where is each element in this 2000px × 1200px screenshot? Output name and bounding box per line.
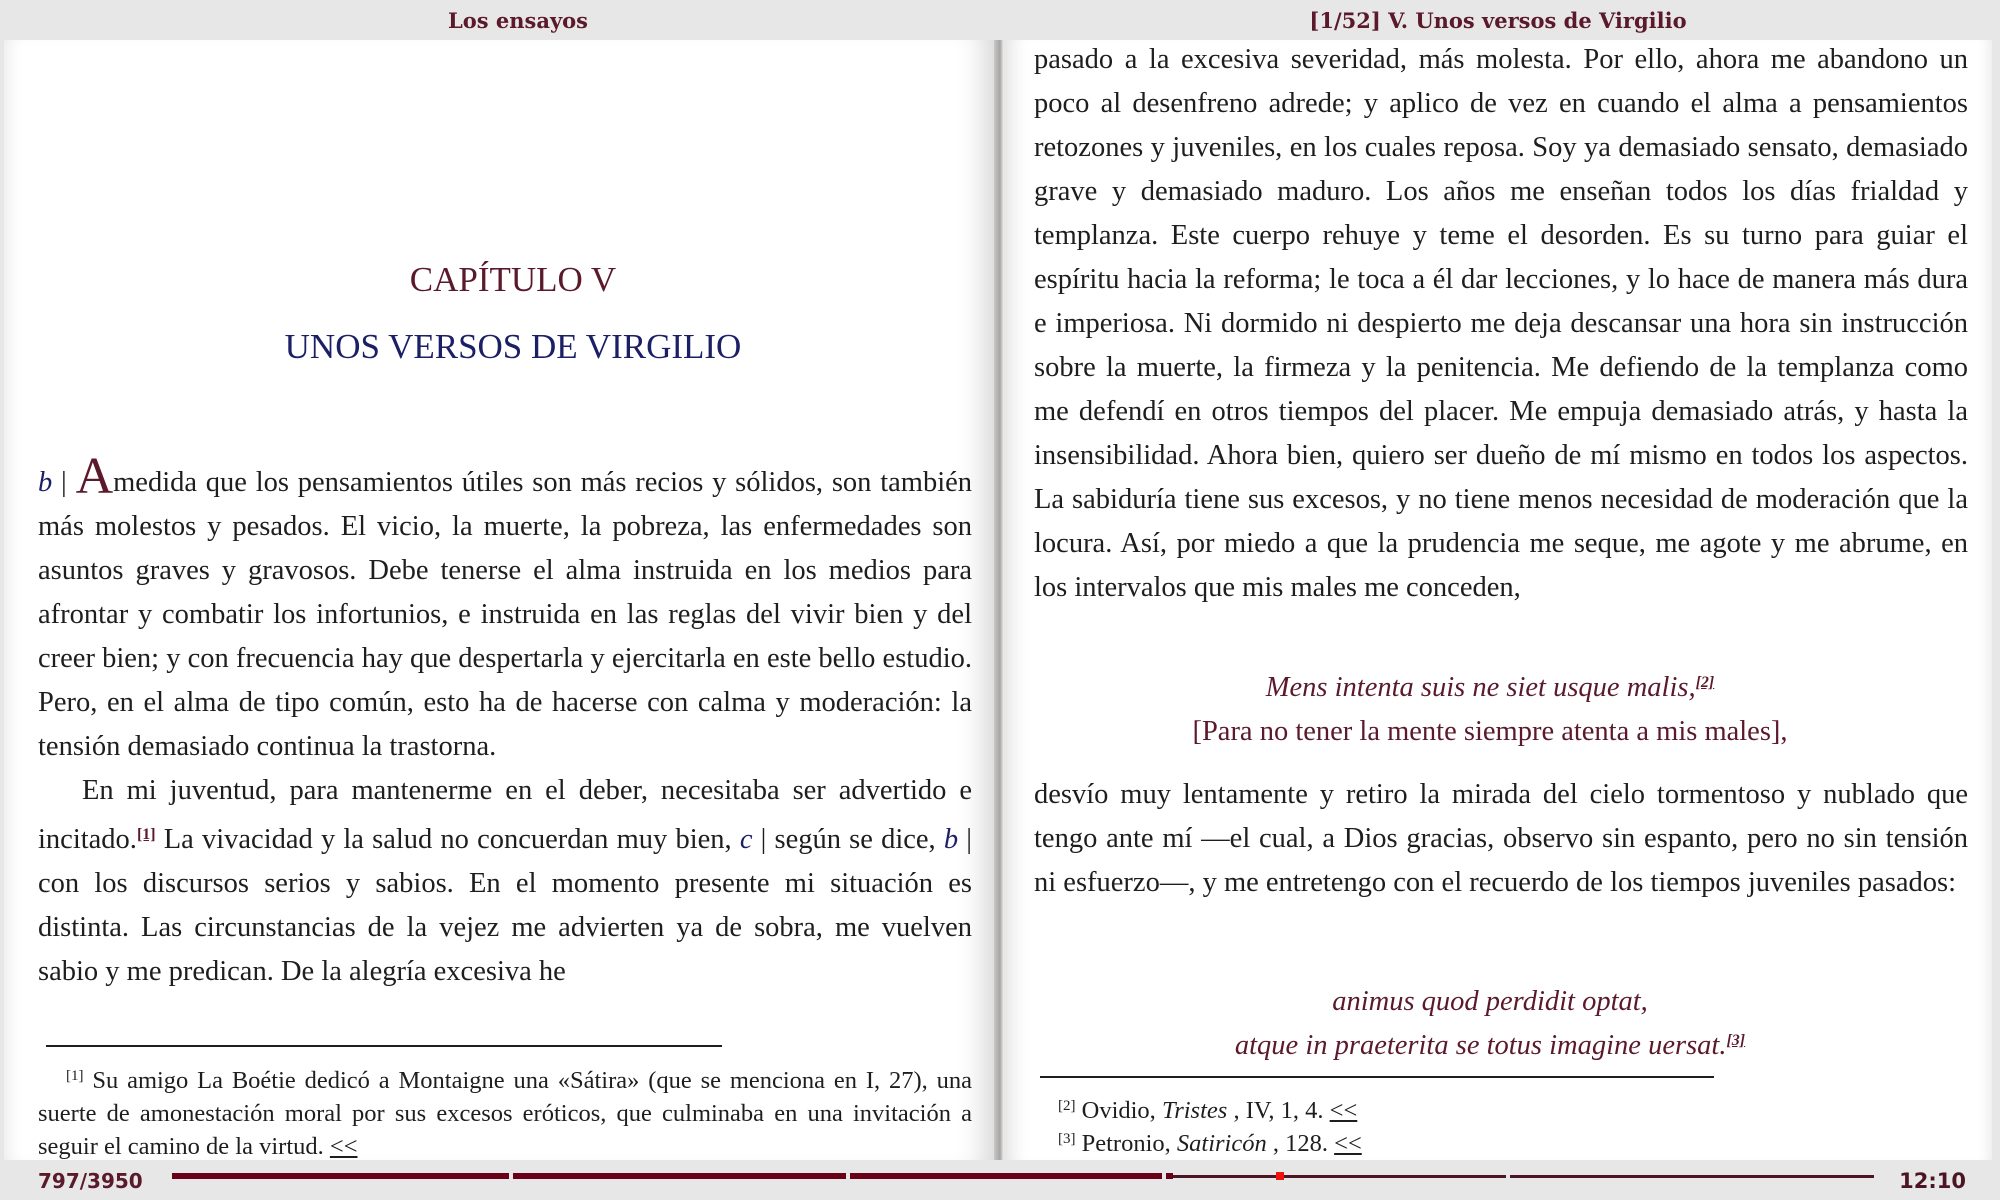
footnote-divider (1040, 1076, 1714, 1078)
footnote-number: [1] (66, 1068, 84, 1084)
verse-line: Mens intenta suis ne siet usque malis, (1265, 672, 1696, 703)
left-page[interactable] (4, 40, 994, 1160)
chapter-indicator[interactable]: [1/52] V. Unos versos de Virgilio (1309, 8, 1687, 33)
page-position: 797/3950 (38, 1169, 143, 1193)
paragraph: pasado a la excesiva severidad, más molesta. Por ello, ahora me abandono un poco al desenfreno adrede; y aplico de vez en cuando el alma a pensamientos retozones y juveniles, en los cuales reposa. Soy ya demasiado sensato, demasiado grave y demasiado maduro. Los años me enseñan todos los días frialdad y templanza. Este cuerpo rehuye y teme el desorden. Es su turno para guiar el espíritu hacia la reforma; le toca a él dar lecciones, y lo hace de manera más dura e imperiosa. Ni dormido ni despierto me deja descansar una hora sin instrucción sobre la muerte, la firmeza y la penitencia. Me defiendo de la templanza como me defendí en otros tiempos del placer. Me empuja demasiado atrás, y hasta la insensibilidad. Ahora bien, quiero ser dueño de mí mismo en todos los aspectos. La sabiduría tiene sus excesos, y no tiene menos necesidad de moderación que la locura. Así, por miedo a que la prudencia me seque, me agote y me abrume, en los intervalos que mis males me conceden, (1034, 44, 1968, 603)
footnote-ref-3[interactable]: [3] (1726, 1032, 1746, 1049)
paragraph: desvío muy lentamente y retiro la mirada del cielo tormentoso y nublado que tengo ante mí —el cual, a Dios gracias, observo sin espanto, pero no sin tensión ni esfuerzo—, y me entretengo con el recuerdo de los tiempos juveniles pasados: (1034, 779, 1968, 898)
page-gutter (994, 40, 1004, 1160)
footnote-2 (1058, 1090, 1958, 1127)
footnote-work: Tristes (1161, 1097, 1228, 1124)
clock: 12:10 (1899, 1169, 1966, 1193)
verse-latin-line-1: animus quod perdidit optat, (1332, 986, 1648, 1017)
edition-marker-b: b (943, 824, 959, 855)
verse-latin (1004, 672, 1984, 704)
verse-latin-line-2 (1004, 1030, 1984, 1062)
progress-read-segment (513, 1173, 846, 1179)
verse-translation: [Para no tener la mente siempre atenta a mis males], (1192, 716, 1788, 747)
chapter-number: CAPÍTULO V (409, 260, 617, 299)
marker-separator: | (752, 824, 775, 855)
paragraph-text: según se dice, (774, 824, 944, 855)
current-position-marker[interactable] (1276, 1172, 1284, 1180)
footnote-author: Ovidio, (1075, 1097, 1162, 1124)
footnote-text: Su amigo La Boétie dedicó a Montaigne una «Sátira» (que se menciona en I, 27), una suerte de amonestación moral por sus excesos eróticos, que culminaba en una invitación a seguir el camino de la virtud. (38, 1067, 972, 1160)
progress-bar[interactable] (172, 1160, 1874, 1200)
footnote-divider (46, 1045, 722, 1047)
paragraph-text: con los discursos serios y sabios. En el momento presente mi situación es distinta. Las circunstancias de la vejez me advierten ya de sobra, me vuelven sabio y me predican. De la alegría excesiva he (38, 868, 972, 987)
footnote-back-link[interactable]: << (329, 1133, 358, 1160)
paragraph-text: En mi juventud, para mantenerme en el deber, necesitaba ser advertido e incitado. (38, 775, 972, 855)
book-title: Los ensayos (448, 8, 588, 33)
progress-unread-segment (1510, 1175, 1874, 1178)
footnote-ref-text: , 128. (1266, 1130, 1335, 1157)
chapter-title: UNOS VERSOS DE VIRGILIO (284, 327, 742, 366)
body-text-left (38, 448, 973, 994)
drop-cap: A (75, 448, 114, 505)
progress-unread-segment (1173, 1175, 1506, 1178)
paragraph-text: medida que los pensamientos útiles son más recios y sólidos, son también más molestos y pesados. El vicio, la muerte, la pobreza, las enfermedades son asuntos graves y gravosos. Debe tenerse el alma instruida en los medios para afrontar y combatir los infortunios, e instruida en las reglas del vivir bien y del creer bien; y con frecuencia hay que despertarla y ejercitarla en este bello estudio. Pero, en el alma de tipo común, esto ha de hacerse con calma y moderación: la tensión demasiado continua la trastorna. (38, 467, 973, 762)
footnote-back-link[interactable]: << (1329, 1097, 1358, 1124)
paragraph-text: La vivacidad y la salud no concuerdan muy bien, (155, 824, 740, 855)
right-page[interactable] (1004, 40, 1992, 1160)
footnote-3 (1058, 1123, 1958, 1160)
paragraph (38, 769, 972, 994)
footnote-back-link[interactable]: << (1334, 1130, 1362, 1157)
edition-marker-c: c (739, 824, 753, 855)
footnote-ref-text: , IV, 1, 4. (1227, 1097, 1330, 1124)
verse-line: atque in praeterita se totus imagine uersat. (1234, 1030, 1727, 1061)
reader-header (0, 0, 2000, 40)
paragraph (38, 448, 973, 769)
footnote-1 (38, 1060, 972, 1160)
progress-read-segment (850, 1173, 1163, 1179)
footnote-ref-1[interactable]: [1] (136, 826, 156, 843)
footnote-ref-2[interactable]: [2] (1695, 674, 1715, 691)
edition-marker-b: b (38, 467, 53, 498)
progress-read-segment (172, 1173, 509, 1179)
marker-separator: | (61, 467, 67, 498)
body-text-right-2 (1034, 773, 1968, 905)
body-text-right (1034, 40, 1968, 610)
footnote-number: [3] (1058, 1131, 1076, 1147)
footnote-author: Petronio, (1075, 1130, 1177, 1157)
reader-footer (0, 1160, 2000, 1200)
footnote-work: Satiricón (1176, 1130, 1267, 1157)
marker-separator: | (958, 824, 972, 855)
footnote-number: [2] (1058, 1098, 1076, 1114)
